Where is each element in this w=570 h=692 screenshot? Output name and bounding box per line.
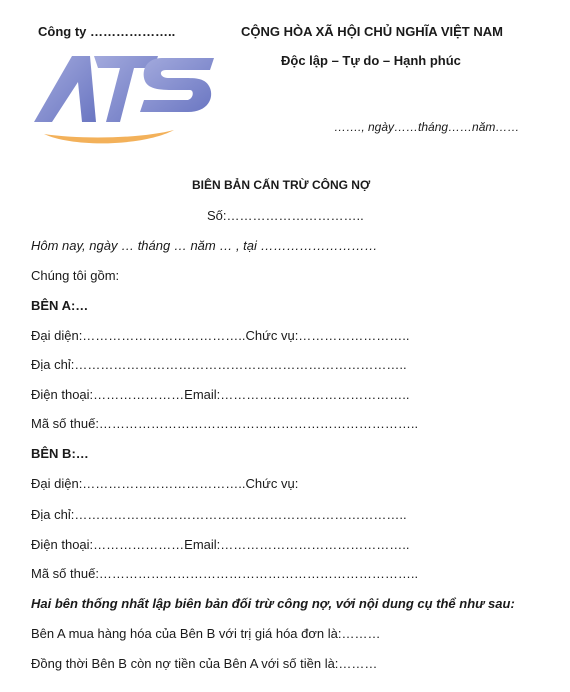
party-a-rep: Đại diện:………………………………..Chức vụ:…………………….. xyxy=(31,328,410,343)
we-line: Chúng tôi gồm: xyxy=(31,268,120,283)
party-a-address: Địa chỉ:………………………………………………………………….. xyxy=(31,357,407,372)
nation-title: CỘNG HÒA XÃ HỘI CHỦ NGHĨA VIỆT NAM xyxy=(241,24,503,39)
ats-logo xyxy=(24,38,224,148)
motto: Độc lập – Tự do – Hạnh phúc xyxy=(281,53,461,68)
party-b-heading: BÊN B:… xyxy=(31,446,89,461)
party-a-phone: Điện thoại:…………………Email:…………………………………….. xyxy=(31,387,410,402)
party-b-rep: Đại diện:………………………………..Chức vụ: xyxy=(31,476,299,491)
party-b-tax: Mã số thuế:……………………………………………………………….. xyxy=(31,566,419,581)
party-b-phone: Điện thoại:…………………Email:…………………………………….. xyxy=(31,537,410,552)
agreement-line: Hai bên thống nhất lập biên bản đối trừ công nợ, với nội dung cụ thể như sau: xyxy=(31,596,515,611)
document-title: BIÊN BẢN CẤN TRỪ CÔNG NỢ xyxy=(192,178,371,192)
company-line: Công ty ……………….. xyxy=(38,24,176,39)
document-number: Số:………………………….. xyxy=(207,208,364,223)
date-line: ……., ngày……tháng……năm…… xyxy=(334,120,520,134)
party-a-heading: BÊN A:… xyxy=(31,298,89,313)
content-line-2: Đồng thời Bên B còn nợ tiền của Bên A với số tiền là:……… xyxy=(31,656,378,671)
content-line-1: Bên A mua hàng hóa của Bên B với trị giá hóa đơn là:……… xyxy=(31,626,381,641)
party-a-tax: Mã số thuế:……………………………………………………………….. xyxy=(31,416,419,431)
today-line: Hôm nay, ngày … tháng … năm … , tại ……………………… xyxy=(31,238,378,253)
party-b-address: Địa chỉ:………………………………………………………………….. xyxy=(31,507,407,522)
